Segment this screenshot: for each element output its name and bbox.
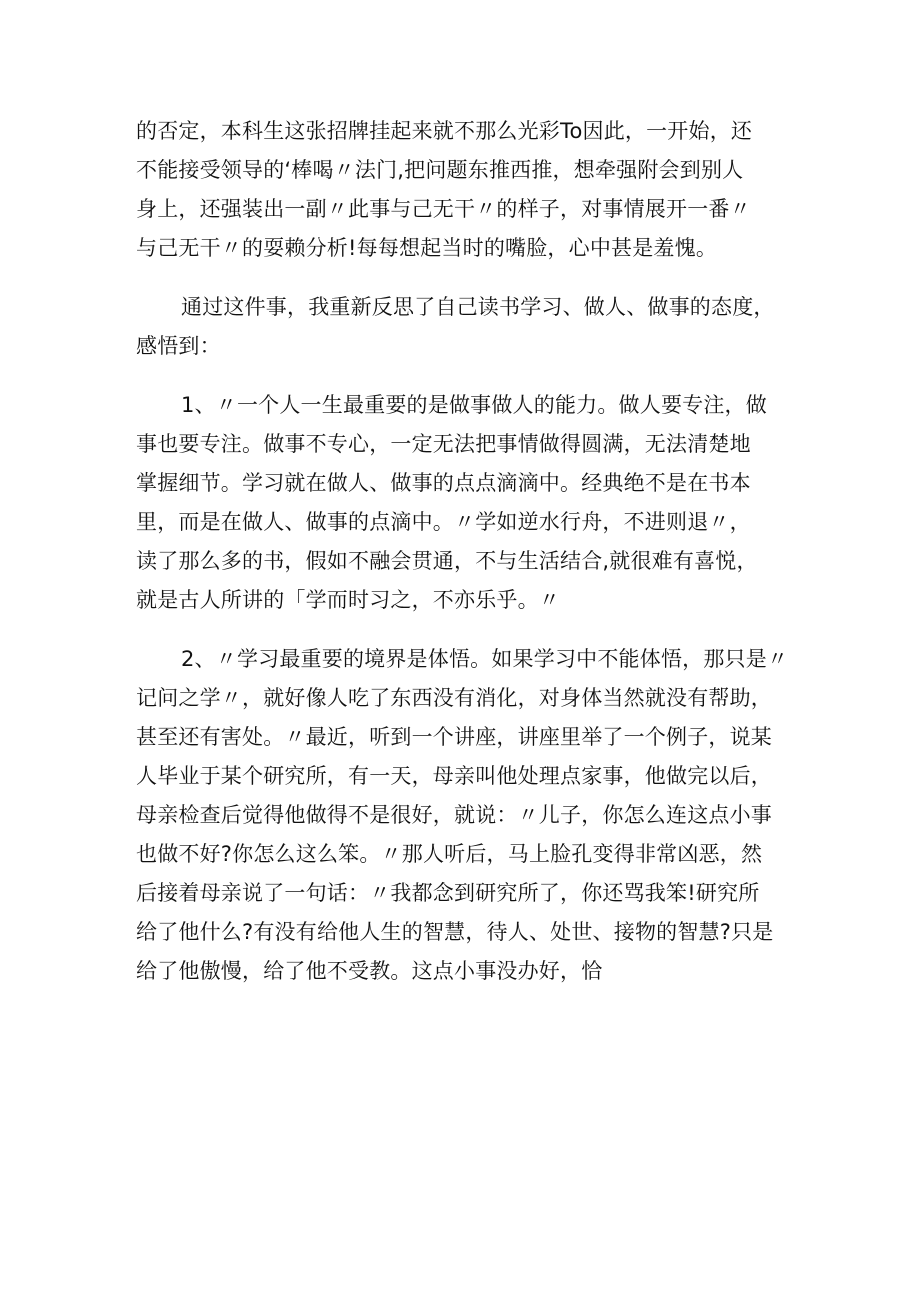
text-line: 甚至还有害处。〃最近，听到一个讲座，讲座里举了一个例子，说某 xyxy=(136,725,772,749)
text-line: 1、〃一个人一生最重要的是做事做人的能力。做人要专注，做 xyxy=(181,393,767,417)
text-line: 母亲检查后觉得他做得不是很好，就说：〃儿子，你怎么连这点小事 xyxy=(136,803,772,827)
text-line: 后接着母亲说了一句话：〃我都念到研究所了，你还骂我笨!研究所 xyxy=(136,881,760,905)
text-line: 身上，还强装出一副〃此事与己无干〃的样子，对事情展开一番〃 xyxy=(136,197,751,221)
paragraph-3 xyxy=(136,386,796,620)
paragraph-spacer xyxy=(136,268,796,288)
text-line: 2、〃学习最重要的境界是体悟。如果学习中不能体悟，那只是〃 xyxy=(181,647,789,671)
paragraph-4 xyxy=(136,640,796,991)
text-line: 掌握细节。学习就在做人、做事的点点滴滴中。经典绝不是在书本 xyxy=(136,471,751,495)
paragraph-spacer xyxy=(136,620,796,640)
text-line: 也做不好?你怎么这么笨。〃那人听后，马上脸孔变得非常凶恶，然 xyxy=(136,842,763,866)
text-line: 与己无干〃的耍赖分析!每每想起当时的嘴脸，心中甚是羞愧。 xyxy=(136,236,718,260)
paragraph-1 xyxy=(136,112,796,268)
text-line: 事也要专注。做事不专心，一定无法把事情做得圆满，无法清楚地 xyxy=(136,432,751,456)
text-line: 的否定，本科生这张招牌挂起来就不那么光彩To因此，一开始，还 xyxy=(136,119,753,143)
text-line: 通过这件事，我重新反思了自己读书学习、做人、做事的态度， xyxy=(181,295,775,319)
text-line: 读了那么多的书，假如不融会贯通，不与生活结合,就很难有喜悦， xyxy=(136,549,758,573)
paragraph-spacer xyxy=(136,366,796,386)
paragraph-2 xyxy=(136,288,796,366)
text-line: 给了他傲慢，给了他不受教。这点小事没办好，恰 xyxy=(136,959,603,983)
text-line: 里，而是在做人、做事的点滴中。〃学如逆水行舟，不进则退〃， xyxy=(136,510,751,534)
document-body xyxy=(136,112,796,991)
text-line: 就是古人所讲的「学而时习之，不亦乐乎。〃 xyxy=(136,588,560,612)
text-line: 给了他什么?有没有给他人生的智慧，待人、处世、接物的智慧?只是 xyxy=(136,920,774,944)
text-line: 人毕业于某个研究所，有一天，母亲叫他处理点家事，他做完以后， xyxy=(136,764,772,788)
text-line: 感悟到： xyxy=(136,334,221,358)
text-line: 不能接受领导的‘棒喝〃法门,把问题东推西推，想牵强附会到别人 xyxy=(136,158,744,182)
text-line: 记问之学〃，就好像人吃了东西没有消化，对身体当然就没有帮助， xyxy=(136,686,772,710)
